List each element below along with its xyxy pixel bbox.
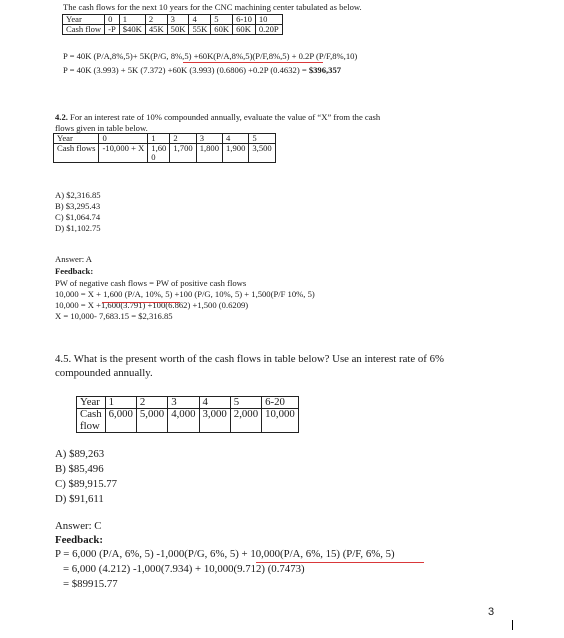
table-cell: 3,500 xyxy=(249,144,275,163)
feedback-4-5-line3: = $89915.77 xyxy=(63,578,118,590)
table-cell: 6-20 xyxy=(262,397,299,409)
table-cell: 5 xyxy=(230,397,261,409)
table-cell: 4 xyxy=(199,397,230,409)
table-cell: 5 xyxy=(211,15,233,25)
option-c: C) $89,915.77 xyxy=(55,478,118,490)
option-b: B) $85,496 xyxy=(55,463,104,475)
feedback-line: PW of negative cash flows = PW of positive cash flows xyxy=(55,278,247,288)
table-cell: 3 xyxy=(168,397,199,409)
options-4-5 xyxy=(55,447,117,507)
page-number: 3 xyxy=(488,606,495,618)
year-row xyxy=(77,397,299,409)
text-cursor xyxy=(512,620,513,630)
table-cell: 60K xyxy=(233,25,256,35)
option-d: D) $91,611 xyxy=(55,493,104,505)
table-cell: 45K xyxy=(145,25,167,35)
feedback-line: 10,000 = X +1,600(3.791) +100(6.862) +1,500 (0.6209) xyxy=(55,300,249,310)
equation-2: P = 40K (3.993) + 5K (7.372) +60K (3.993) (0.6806) +0.2P (0.4632) = $396,357 xyxy=(63,65,342,75)
question-4-5-line1: 4.5. What is the present worth of the cash flows in table below? Use an interest rate of 6% xyxy=(55,353,444,365)
table-cell: 10 xyxy=(255,15,282,25)
table-cell: 5,000 xyxy=(136,409,167,433)
feedback-4-5-line2: = 6,000 (4.212) -1,000(7.934) + 10,000(9.712) (0.7473) xyxy=(63,563,305,575)
table-cell: 1,800 xyxy=(196,144,222,163)
table-cell: 6,000 xyxy=(105,409,136,433)
table-cell: 2 xyxy=(170,134,196,144)
option-a: A) $89,263 xyxy=(55,448,105,460)
underline-4-2 xyxy=(102,302,180,303)
answer-4-5: Answer: C xyxy=(55,520,102,532)
table-cell: 1,60 0 xyxy=(148,144,170,163)
table-cell: 3 xyxy=(196,134,222,144)
equation-2-result: $396,357 xyxy=(308,65,342,75)
row-header-cell: Year xyxy=(77,397,106,409)
feedback-line: X = 10,000- 7,683.15 = $2,316.85 xyxy=(55,311,173,321)
option-c: C) $1,064.74 xyxy=(55,212,101,222)
table-cell: 0.20P xyxy=(255,25,282,35)
table-cell: 1 xyxy=(105,397,136,409)
table-cell: 1 xyxy=(119,15,145,25)
year-row xyxy=(54,134,276,144)
table-cell: 4 xyxy=(223,134,249,144)
table-cell: 2,000 xyxy=(230,409,261,433)
table-cell: 1 xyxy=(148,134,170,144)
option-d: D) $1,102.75 xyxy=(55,223,101,233)
table-cell: 0 xyxy=(99,134,148,144)
row-header-cell: Cash flow xyxy=(77,409,106,433)
equation-1: P = 40K (P/A,8%,5)+ 5K(P/G, 8%,5) +60K(P/A,8%,5)(P/F,8%,5) + 0.2P (P/F,8%,10) xyxy=(63,51,358,61)
feedback-label-4-5: Feedback: xyxy=(55,534,103,546)
table-cell: 10,000 xyxy=(262,409,299,433)
cashflow-row xyxy=(54,144,276,163)
table-cell: 4 xyxy=(189,15,211,25)
intro-text: The cash flows for the next 10 years for the CNC machining center tabulated as below. xyxy=(63,2,362,12)
underline-eq1 xyxy=(183,62,323,63)
cashflow-table-4-5 xyxy=(76,396,299,433)
row-header-cell: Year xyxy=(63,15,105,25)
options-4-2 xyxy=(55,190,101,234)
table-cell: 2 xyxy=(145,15,167,25)
option-b: B) $3,295.43 xyxy=(55,201,101,211)
feedback-4-5-line1: P = 6,000 (P/A, 6%, 5) -1,000(P/G, 6%, 5) + 10,000(P/A, 6%, 15) (P/F, 6%, 5) xyxy=(55,548,395,560)
cashflow-row xyxy=(77,409,299,433)
table-cell: 60K xyxy=(211,25,233,35)
feedback-label-4-2: Feedback: xyxy=(55,266,94,276)
row-header-cell: Year xyxy=(54,134,99,144)
question-4-2-line1: 4.2. For an interest rate of 10% compounded annually, evaluate the value of “X” from the cash xyxy=(55,112,381,122)
feedback-4-2 xyxy=(55,278,315,322)
table-cell: 1,700 xyxy=(170,144,196,163)
table-cell: -P xyxy=(105,25,120,35)
question-4-5-line2: compounded annually. xyxy=(55,367,153,379)
table-cell: 6-10 xyxy=(233,15,256,25)
feedback-line: 10,000 = X + 1,600 (P/A, 10%, 5) +100 (P/G, 10%, 5) + 1,500(P/F 10%, 5) xyxy=(55,289,315,299)
table-cell: -10,000 + X xyxy=(99,144,148,163)
table-cell: 5 xyxy=(249,134,275,144)
table-cell: $40K xyxy=(119,25,145,35)
row-header-cell: Cash flows xyxy=(54,144,99,163)
table-cell: 3 xyxy=(167,15,189,25)
year-row xyxy=(63,15,283,25)
cashflow-table-4-2 xyxy=(53,133,276,163)
table-cell: 2 xyxy=(136,397,167,409)
table-cell: 3,000 xyxy=(199,409,230,433)
cashflow-row xyxy=(63,25,283,35)
table-cell: 50K xyxy=(167,25,189,35)
table-cell: 55K xyxy=(189,25,211,35)
answer-4-2: Answer: A xyxy=(55,254,92,264)
cashflow-table-1 xyxy=(62,14,283,35)
table-cell: 1,900 xyxy=(223,144,249,163)
question-4-2-line2: flows given in table below. xyxy=(55,123,148,133)
option-a: A) $2,316.85 xyxy=(55,190,101,200)
row-header-cell: Cash flow xyxy=(63,25,105,35)
table-cell: 4,000 xyxy=(168,409,199,433)
table-cell: 0 xyxy=(105,15,120,25)
